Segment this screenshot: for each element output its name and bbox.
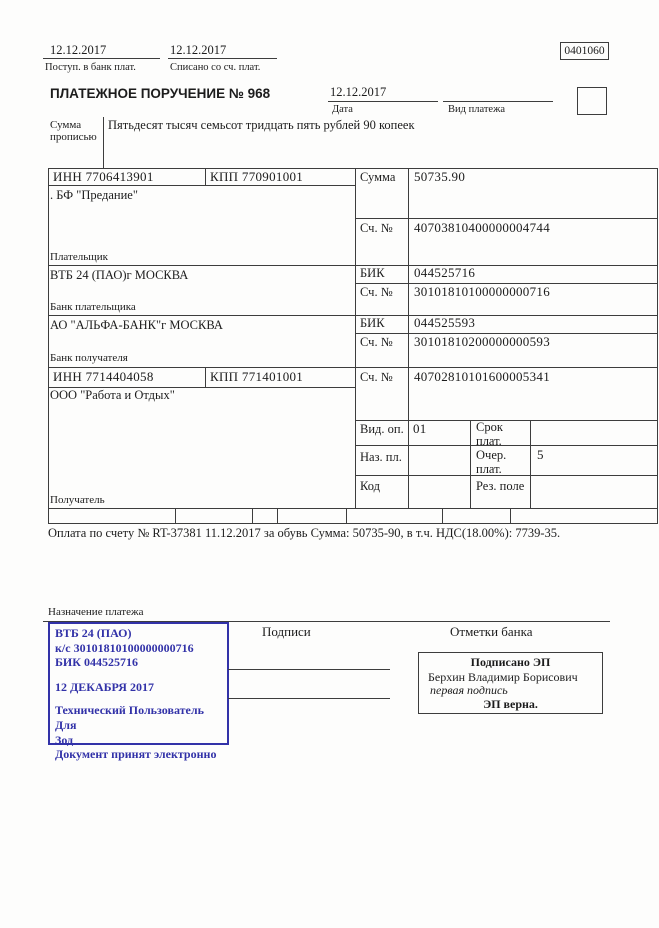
payee-bank-name: АО "АЛЬФА-БАНК"г МОСКВА bbox=[50, 318, 223, 332]
table-border bbox=[346, 508, 347, 523]
payee-kpp: КПП 771401001 bbox=[210, 369, 304, 384]
payer-account-label: Сч. № bbox=[360, 221, 393, 235]
bank-stamp bbox=[48, 622, 229, 762]
document-date: 12.12.2017 bbox=[330, 85, 387, 99]
divider bbox=[168, 58, 277, 59]
signatures-label: Подписи bbox=[262, 624, 311, 639]
purpose-code-label: Наз. пл. bbox=[360, 450, 402, 464]
esign-valid-text: ЭП верна. bbox=[483, 696, 538, 711]
table-border bbox=[205, 367, 206, 387]
divider bbox=[443, 101, 553, 102]
stamp-bank-name: ВТБ 24 (ПАО) bbox=[55, 626, 132, 640]
op-kind-label: Вид. оп. bbox=[360, 422, 404, 436]
payer-section-label: Плательщик bbox=[50, 251, 108, 263]
table-border bbox=[277, 508, 278, 523]
payee-section-label: Получатель bbox=[50, 494, 105, 506]
document-date-label: Дата bbox=[332, 104, 353, 115]
received-date-label: Поступ. в банк плат. bbox=[45, 62, 136, 73]
stamp-user-line2: Зод bbox=[55, 732, 74, 747]
payee-bank-bik: 044525593 bbox=[414, 315, 476, 330]
table-border bbox=[657, 168, 658, 524]
payer-bank-bik-label: БИК bbox=[360, 266, 385, 280]
payee-inn: ИНН 7714404058 bbox=[53, 369, 154, 384]
stamp-corr-account: к/с 30101810100000000716 bbox=[55, 640, 194, 655]
bank-marks-label: Отметки банка bbox=[450, 624, 533, 639]
table-border bbox=[175, 508, 176, 523]
stamp-user-line1: Технический Пользователь Для bbox=[55, 703, 204, 732]
payer-inn: ИНН 7706413901 bbox=[53, 169, 154, 184]
amount-words-label: Сумма прописью bbox=[50, 119, 97, 144]
priority-value: 5 bbox=[537, 447, 544, 462]
debited-date: 12.12.2017 bbox=[170, 43, 227, 57]
stamp-date: 12 ДЕКАБРЯ 2017 bbox=[55, 679, 154, 694]
sum-label: Сумма bbox=[360, 170, 396, 184]
table-border bbox=[510, 508, 511, 523]
table-border bbox=[205, 168, 206, 185]
payer-kpp: КПП 770901001 bbox=[210, 169, 304, 184]
payment-purpose-text: Оплата по счету № RT-37381 11.12.2017 за обувь Сумма: 50735-90, в т.ч. НДС(18.00%): 7739-35. bbox=[48, 526, 561, 540]
table-border bbox=[48, 168, 49, 524]
table-border bbox=[355, 168, 356, 508]
esign-stamp bbox=[418, 652, 603, 714]
term-label: Срок плат. bbox=[476, 420, 503, 448]
table-border bbox=[48, 265, 657, 266]
priority-label: Очер. плат. bbox=[476, 448, 507, 476]
received-date: 12.12.2017 bbox=[50, 43, 107, 57]
form-code: 0401060 bbox=[564, 45, 605, 57]
divider bbox=[103, 117, 104, 168]
payer-bank-bik: 044525716 bbox=[414, 265, 476, 280]
esign-title: Подписано ЭП bbox=[470, 655, 551, 669]
table-border bbox=[470, 420, 471, 508]
table-border bbox=[48, 185, 355, 186]
payee-bank-section-label: Банк получателя bbox=[50, 352, 128, 364]
divider bbox=[43, 58, 160, 59]
document-title: ПЛАТЕЖНОЕ ПОРУЧЕНИЕ № 968 bbox=[50, 86, 271, 101]
payee-account: 40702810101600005341 bbox=[414, 369, 550, 384]
table-border bbox=[442, 508, 443, 523]
signature-line bbox=[228, 669, 390, 670]
form-code-box bbox=[560, 42, 609, 60]
code-label: Код bbox=[360, 479, 380, 493]
table-border bbox=[48, 315, 657, 316]
payee-bank-account: 30101810200000000593 bbox=[414, 334, 550, 349]
table-border bbox=[48, 523, 657, 524]
payer-bank-name: ВТБ 24 (ПАО)г МОСКВА bbox=[50, 268, 189, 282]
payer-name: . БФ "Предание" bbox=[50, 188, 138, 202]
esign-signer-name: Берхин Владимир Борисович bbox=[428, 669, 578, 684]
payee-bank-account-label: Сч. № bbox=[360, 335, 393, 349]
stamp-accepted-line: Документ принят электронно bbox=[55, 747, 217, 762]
table-border bbox=[530, 420, 531, 508]
table-border bbox=[48, 367, 657, 368]
payer-bank-section-label: Банк плательщика bbox=[50, 301, 136, 313]
payer-bank-account: 30101810100000000716 bbox=[414, 284, 550, 299]
table-border bbox=[408, 168, 409, 508]
payer-account: 40703810400000004744 bbox=[414, 220, 550, 235]
payment-kind-checkbox bbox=[577, 87, 607, 115]
payer-bank-account-label: Сч. № bbox=[360, 285, 393, 299]
table-border bbox=[252, 508, 253, 523]
esign-signature-kind: первая подпись bbox=[430, 683, 508, 697]
payment-purpose-label: Назначение платежа bbox=[48, 606, 144, 618]
payee-name: ООО "Работа и Отдых" bbox=[50, 388, 175, 402]
payee-bank-bik-label: БИК bbox=[360, 316, 385, 330]
reserve-field-label: Рез. поле bbox=[476, 479, 525, 493]
table-border bbox=[48, 508, 657, 509]
payee-account-label: Сч. № bbox=[360, 370, 393, 384]
debited-date-label: Списано со сч. плат. bbox=[170, 62, 261, 73]
divider bbox=[328, 101, 438, 102]
table-border bbox=[355, 218, 657, 219]
amount-in-words: Пятьдесят тысяч семьсот тридцать пять рублей 90 копеек bbox=[108, 118, 415, 132]
op-kind-value: 01 bbox=[413, 421, 427, 436]
stamp-bik: БИК 044525716 bbox=[55, 655, 138, 670]
payment-kind-label: Вид платежа bbox=[448, 104, 506, 115]
signature-line bbox=[228, 698, 390, 699]
sum-value: 50735.90 bbox=[414, 169, 466, 184]
